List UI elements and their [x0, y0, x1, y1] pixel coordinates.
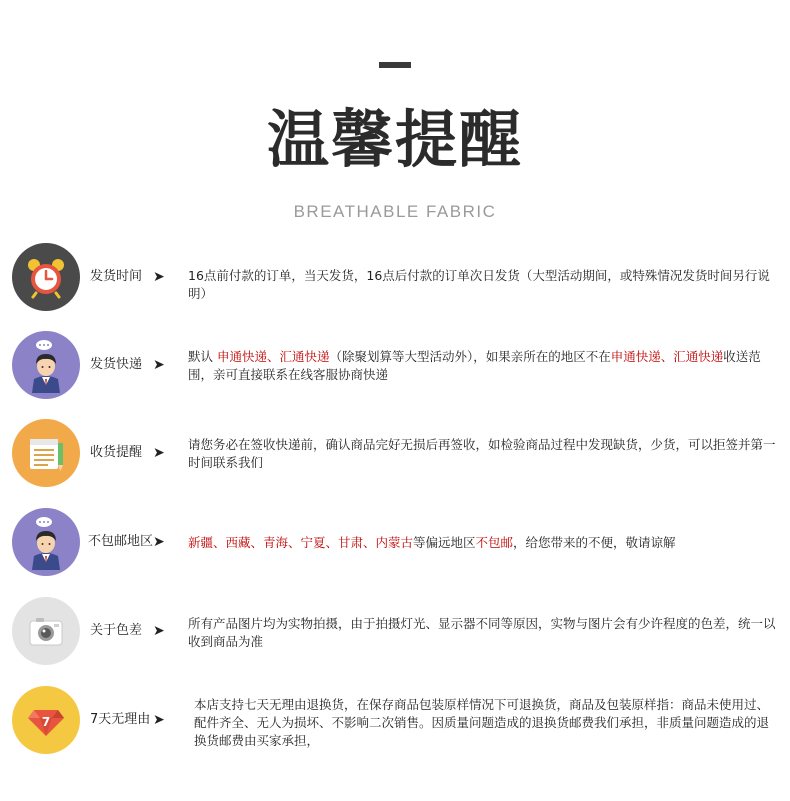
document-note-icon	[12, 419, 80, 487]
row-label: 关于色差	[90, 623, 143, 638]
row-label: 发货快递	[90, 357, 143, 372]
row-label: 不包邮地区	[88, 534, 154, 549]
highlight-courier: 申通快递、汇通快递	[216, 349, 330, 364]
page-subtitle: BREATHABLE FABRIC	[293, 202, 497, 221]
text-segment: ，给您带来的不便，敬请谅解	[513, 535, 676, 550]
notice-row-seven-day-return	[0, 686, 790, 758]
highlight-courier: 申通快递、汇通快递	[610, 349, 724, 364]
notice-row-shipping-time	[0, 243, 790, 315]
arrow-right-icon: ➤	[153, 712, 165, 728]
notice-row-no-free-shipping	[0, 508, 790, 580]
highlight-no-free-shipping: 不包邮	[475, 535, 514, 550]
notice-row-courier	[0, 331, 790, 403]
arrow-right-icon: ➤	[153, 445, 165, 461]
alarm-clock-icon	[12, 243, 80, 311]
notice-row-receipt	[0, 419, 790, 491]
arrow-right-icon: ➤	[153, 623, 165, 639]
row-text: 16点前付款的订单，当天发货，16点后付款的订单次日发货（大型活动期间，或特殊情况发货时间另行说明）	[188, 268, 770, 301]
top-dash-divider	[379, 62, 411, 68]
text-segment: 默认	[188, 349, 217, 364]
badge-number: 7	[41, 715, 51, 729]
row-label: 发货时间	[90, 269, 143, 284]
row-text: 所有产品图片均为实物拍摄，由于拍摄灯光、显示器不同等原因，实物与图片会有少许程度的色差，统一以收到商品为准	[188, 616, 776, 649]
customer-service-person-icon	[12, 331, 80, 399]
customer-service-person-icon	[12, 508, 80, 576]
text-segment: 收送范围，亲可直接联系在线客服协商快递	[188, 349, 761, 382]
row-text: 本店支持七天无理由退换货，在保存商品包装原样情况下可退换货，商品及包装原样指：商品未使用过、配件齐全、无人为损坏、不影响二次销售。因质量问题造成的退换货邮费我们承担，非质量问题造成的退换货邮费由买家承担，	[194, 697, 770, 748]
text-segment: （除聚划算等大型活动外），如果亲所在的地区不在	[329, 349, 611, 364]
row-text	[188, 348, 778, 384]
row-label: 7天无理由	[90, 712, 151, 727]
text-segment: 等偏远地区	[413, 535, 476, 550]
row-label: 收货提醒	[90, 445, 143, 460]
notice-row-color-difference	[0, 597, 790, 669]
highlight-regions: 新疆、西藏、青海、宁夏、甘肃、内蒙古	[188, 535, 414, 550]
camera-icon	[12, 597, 80, 665]
seven-day-diamond-icon	[12, 686, 80, 754]
arrow-right-icon: ➤	[153, 534, 165, 550]
arrow-right-icon: ➤	[153, 357, 165, 373]
row-text	[188, 534, 778, 552]
row-text: 请您务必在签收快递前，确认商品完好无损后再签收，如检验商品过程中发现缺货，少货，可以拒签并第一时间联系我们	[188, 437, 776, 470]
page-title: 温馨提醒	[266, 103, 523, 176]
arrow-right-icon: ➤	[153, 269, 165, 285]
